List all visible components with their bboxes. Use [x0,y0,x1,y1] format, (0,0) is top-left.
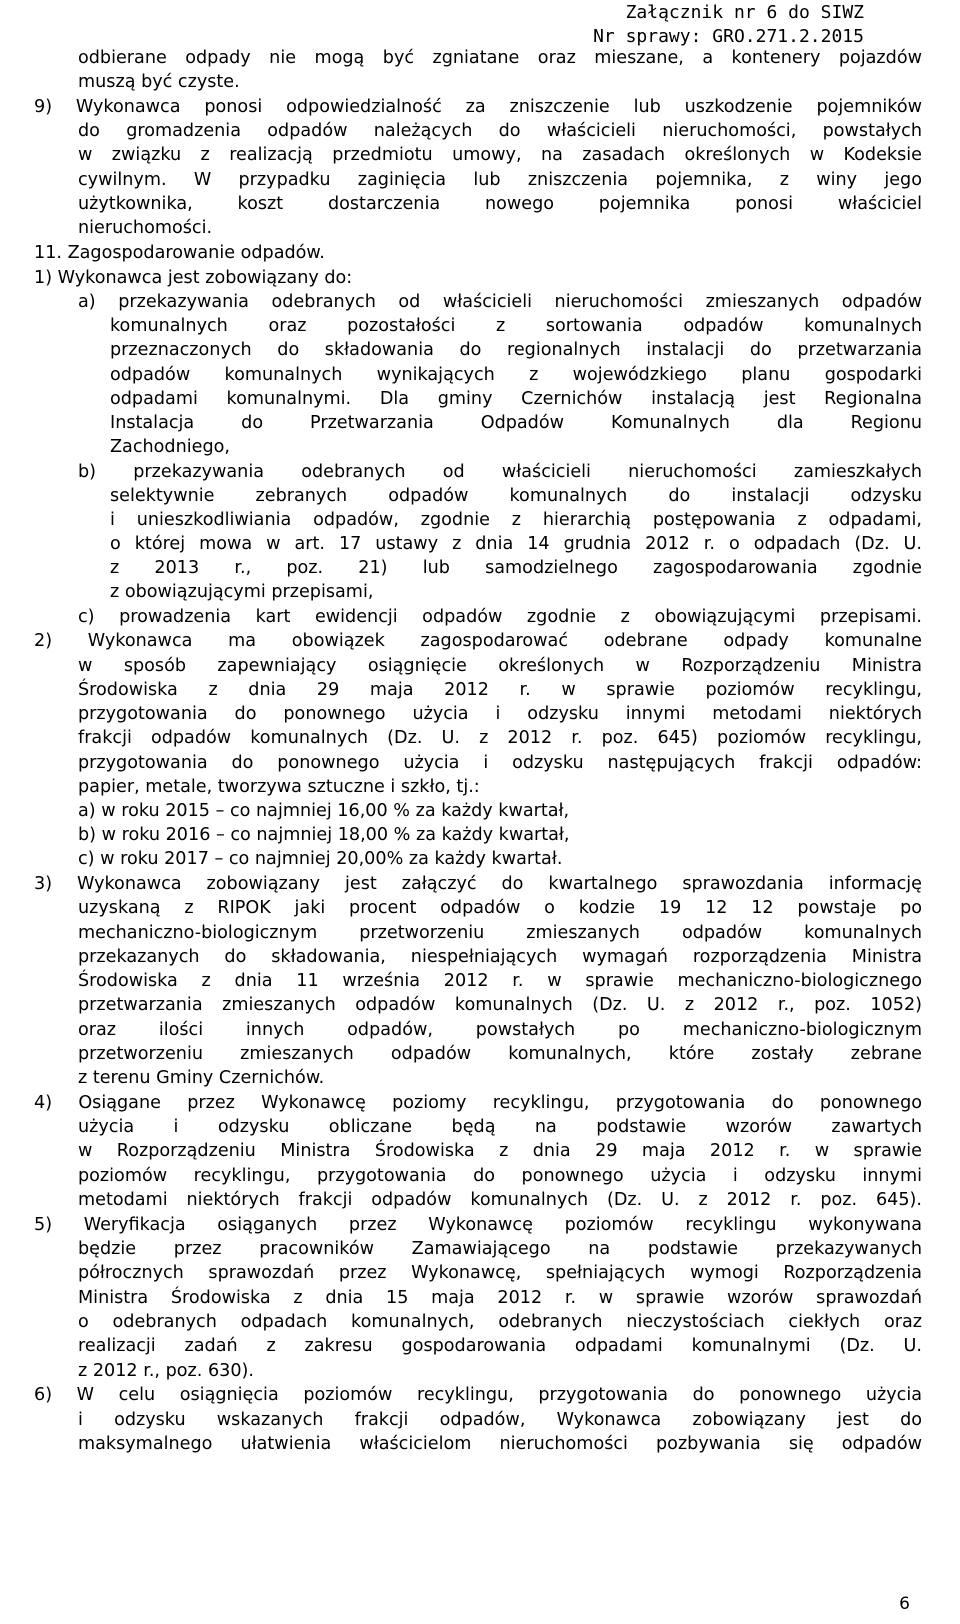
text-line: b) w roku 2016 – co najmniej 18,00 % za każdy kwartał, [78,825,570,845]
text-line: metodami niektórych frakcji odpadów komunalnych (Dz. U. z 2012 r. poz. 645). [78,1190,922,1210]
text-line: frakcji odpadów komunalnych (Dz. U. z 2012 r. poz. 645) poziomów recyklingu, [78,728,922,748]
text-line: odpadami komunalnymi. Dla gminy Czernichów instalacją jest Regionalna [110,389,922,409]
text-line: z obowiązującymi przepisami, [110,582,374,602]
text-line: 4) Osiągane przez Wykonawcę poziomy recyklingu, przygotowania do ponownego [34,1093,922,1113]
text-line: i odzysku wskazanych frakcji odpadów, Wykonawca zobowiązany jest do [78,1410,922,1430]
text-line: muszą być czyste. [78,72,240,92]
text-line: Środowiska z dnia 11 września 2012 r. w sprawie mechaniczno-biologicznego [78,971,922,991]
text-line: odpadów komunalnych wynikających z wojewódzkiego planu gospodarki [110,365,922,385]
text-line: cywilnym. W przypadku zaginięcia lub zniszczenia pojemnika, z winy jego [78,170,922,190]
text-line: z 2012 r., poz. 630). [78,1361,254,1381]
text-line: z 2013 r., poz. 21) lub samodzielnego zagospodarowania zgodnie [110,558,922,578]
text-line: przetwarzania zmieszanych odpadów komunalnych (Dz. U. z 2012 r., poz. 1052) [78,995,922,1015]
text-line: 5) Weryfikacja osiąganych przez Wykonawcę poziomów recyklingu wykonywana [34,1215,922,1235]
header-case-number: Nr sprawy: GRO.271.2.2015 [593,26,864,47]
text-line: do gromadzenia odpadów należących do właścicieli nieruchomości, powstałych [78,121,922,141]
text-line: oraz ilości innych odpadów, powstałych po mechaniczno-biologicznym [78,1020,922,1040]
text-line: użytkownika, koszt dostarczenia nowego pojemnika ponosi właściciel [78,194,922,214]
text-line: Instalacja do Przetwarzania Odpadów Komunalnych dla Regionu [110,413,922,433]
text-line: papier, metale, tworzywa sztuczne i szkło, tj.: [78,777,480,797]
text-line: przekazanych do składowania, niespełniających wymagań rozporządzenia Ministra [78,947,922,967]
text-line: komunalnych oraz pozostałości z sortowania odpadów komunalnych [110,316,922,336]
text-line: Ministra Środowiska z dnia 15 maja 2012 r. w sprawie wzorów sprawozdań [78,1288,922,1308]
text-line: w sposób zapewniający osiągnięcie określonych w Rozporządzeniu Ministra [78,656,922,676]
text-line: z terenu Gminy Czernichów. [78,1068,325,1088]
text-line: 11. Zagospodarowanie odpadów. [34,243,325,263]
header-attachment: Załącznik nr 6 do SIWZ [625,2,864,23]
text-line: 3) Wykonawca zobowiązany jest załączyć do kwartalnego sprawozdania informację [34,874,922,894]
text-line: i unieszkodliwiania odpadów, zgodnie z hierarchią postępowania z odpadami, [110,510,922,530]
page-number: 6 [899,1594,910,1614]
text-line: poziomów recyklingu, przygotowania do ponownego użycia i odzysku innymi [78,1166,922,1186]
text-line: o której mowa w art. 17 ustawy z dnia 14 grudnia 2012 r. o odpadach (Dz. U. [110,534,922,554]
text-line: 6) W celu osiągnięcia poziomów recyklingu, przygotowania do ponownego użycia [34,1385,922,1405]
text-line: realizacji zadań z zakresu gospodarowania odpadami komunalnymi (Dz. U. [78,1336,922,1356]
text-line: mechaniczno-biologicznym przetworzeniu zmieszanych odpadów komunalnych [78,923,922,943]
text-line: nieruchomości. [78,218,213,238]
text-line: przygotowania do ponownego użycia i odzysku następujących frakcji odpadów: [78,753,922,773]
text-line: w związku z realizacją przedmiotu umowy, na zasadach określonych w Kodeksie [78,145,922,165]
text-line: 2) Wykonawca ma obowiązek zagospodarować odebrane odpady komunalne [34,631,922,651]
text-line: przygotowania do ponownego użycia i odzysku innymi metodami niektórych [78,704,922,724]
text-line: maksymalnego ułatwienia właścicielom nieruchomości pozbywania się odpadów [78,1434,922,1454]
text-line: Środowiska z dnia 29 maja 2012 r. w sprawie poziomów recyklingu, [78,680,922,700]
text-line: selektywnie zebranych odpadów komunalnych do instalacji odzysku [110,486,922,506]
text-line: przetworzeniu zmieszanych odpadów komunalnych, które zostały zebrane [78,1044,922,1064]
text-line: c) prowadzenia kart ewidencji odpadów zgodnie z obowiązującymi przepisami. [78,607,922,627]
text-line: odbierane odpady nie mogą być zgniatane oraz mieszane, a kontenery pojazdów [78,48,922,68]
text-line: b) przekazywania odebranych od właścicieli nieruchomości zamieszkałych [78,462,922,482]
text-line: o odebranych odpadach komunalnych, odebranych nieczystościach ciekłych oraz [78,1312,922,1332]
text-line: przeznaczonych do składowania do regionalnych instalacji do przetwarzania [110,340,922,360]
text-line: półrocznych sprawozdań przez Wykonawcę, spełniających wymogi Rozporządzenia [78,1263,922,1283]
text-line: będzie przez pracowników Zamawiającego na podstawie przekazywanych [78,1239,922,1259]
text-line: 9) Wykonawca ponosi odpowiedzialność za zniszczenie lub uszkodzenie pojemników [34,97,922,117]
text-line: c) w roku 2017 – co najmniej 20,00% za każdy kwartał. [78,849,563,869]
text-line: Zachodniego, [110,437,230,457]
text-line: w Rozporządzeniu Ministra Środowiska z dnia 29 maja 2012 r. w sprawie [78,1141,922,1161]
text-line: a) przekazywania odebranych od właścicieli nieruchomości zmieszanych odpadów [78,292,922,312]
text-line: użycia i odzysku obliczane będą na podstawie wzorów zawartych [78,1117,922,1137]
text-line: uzyskaną z RIPOK jaki procent odpadów o kodzie 19 12 12 powstaje po [78,898,922,918]
text-line: 1) Wykonawca jest zobowiązany do: [34,268,353,288]
text-line: a) w roku 2015 – co najmniej 16,00 % za każdy kwartał, [78,801,570,821]
